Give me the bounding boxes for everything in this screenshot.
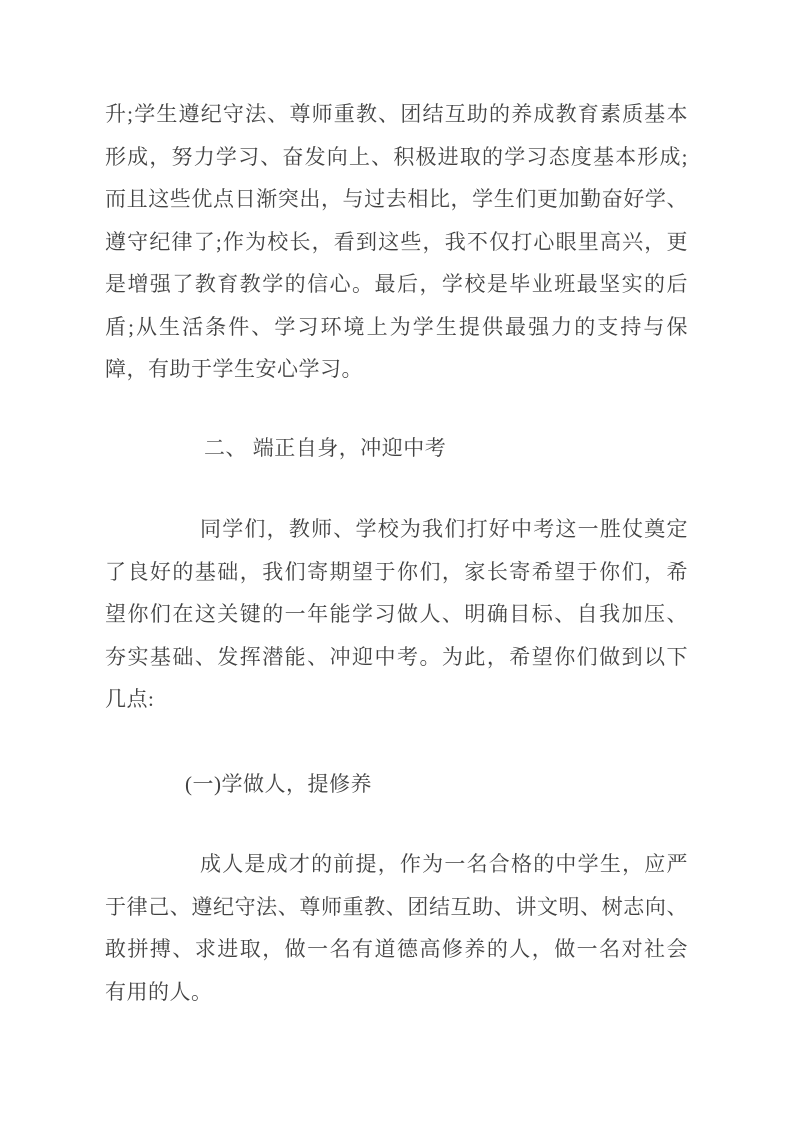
doc-line: 望你们在这关键的一年能学习做人、明确目标、自我加压、	[105, 602, 688, 626]
doc-line: 盾;从生活条件、学习环境上为学生提供最强力的支持与保	[105, 314, 688, 339]
doc-line: 升;学生遵纪守法、尊师重教、团结互助的养成教育素质基本	[105, 102, 688, 126]
sub-heading: (一)学做人，提修养	[185, 771, 372, 796]
doc-line: 几点:	[105, 687, 155, 711]
doc-line: 成人是成才的前提，作为一名合格的中学生，应严	[200, 852, 688, 876]
doc-line: 敢拼搏、求进取，做一名有道德高修养的人，做一名对社会	[105, 937, 688, 961]
doc-line: 障，有助于学生安心学习。	[105, 357, 363, 381]
section-heading: 二、 端正自身，冲迎中考	[204, 435, 447, 460]
doc-line: 遵守纪律了;作为校长，看到这些，我不仅打心眼里高兴，更	[105, 229, 688, 254]
doc-line: 是增强了教育教学的信心。最后，学校是毕业班最坚实的后	[105, 272, 688, 296]
paragraph-1	[105, 93, 688, 391]
doc-line: 形成，努力学习、奋发向上、积极进取的学习态度基本形成;	[105, 144, 688, 169]
paragraph-3	[105, 843, 688, 1013]
section-heading-block	[105, 427, 688, 470]
doc-line: 同学们，教师、学校为我们打好中考这一胜仗奠定	[200, 517, 688, 541]
doc-line: 于律己、遵纪守法、尊师重教、团结互助、讲文明、树志向、	[105, 894, 688, 919]
doc-line: 夯实基础、发挥潜能、冲迎中考。为此，希望你们做到以下	[105, 644, 688, 669]
sub-heading-block	[105, 763, 688, 806]
doc-line: 有用的人。	[105, 979, 213, 1004]
doc-line: 而且这些优点日渐突出，与过去相比，学生们更加勤奋好学、	[105, 187, 688, 211]
doc-line: 了良好的基础，我们寄期望于你们，家长寄希望于你们，希	[105, 559, 688, 584]
paragraph-2	[105, 508, 688, 721]
